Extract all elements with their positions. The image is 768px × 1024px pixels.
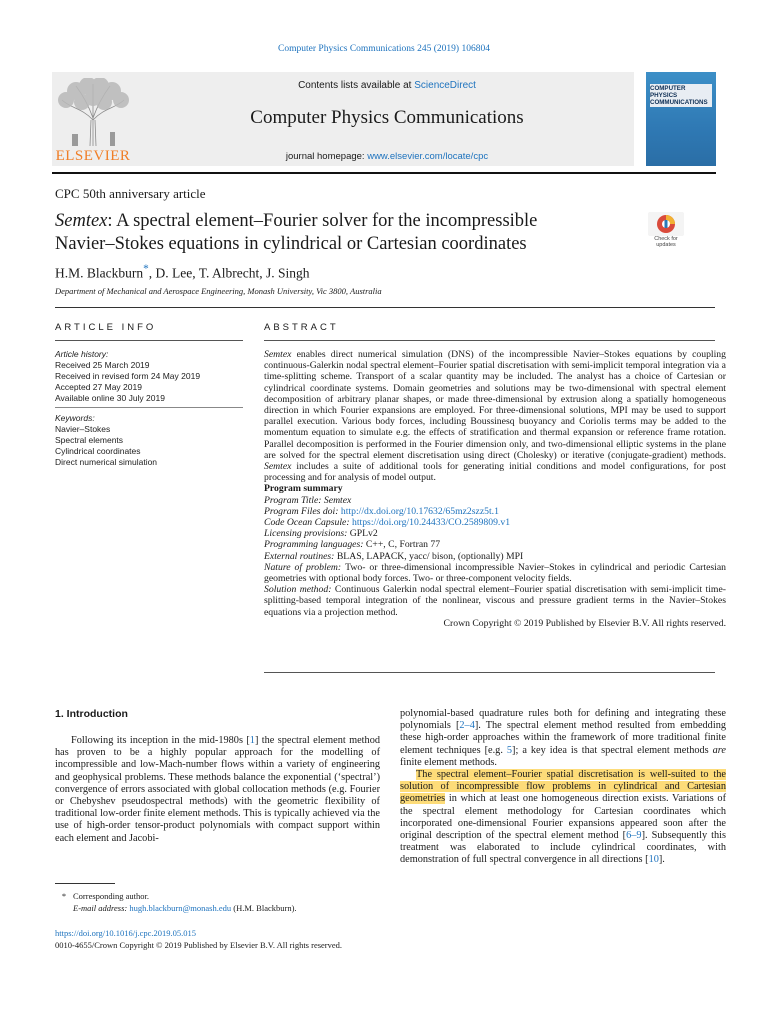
highlighted-text[interactable]: The spectral element–Fourier spatial discretisation is well-suited to the solution of incompressible flow problems in cylindrical and Cartesian geometries (400, 769, 726, 805)
summary-languages: Programming languages: C++, C, Fortran 77 (264, 539, 441, 551)
intro-left-column (55, 735, 380, 845)
keyword-item: Spectral elements (55, 435, 124, 445)
summary-external-routines: External routines: BLAS, LAPACK, yacc/ bison, (optionally) MPI (264, 550, 524, 562)
intro-paragraph: polynomial-based quadrature rules both for defining and integrating these polynomials [2–4]. The spectral element method resulted from embedding these high-order approaches within the framework of more traditional finite element techniques [e.g. 5]; a key idea is that spectral element methods are finite element methods. (400, 708, 726, 768)
introduction-heading: 1. Introduction (55, 708, 128, 720)
other-authors: , D. Lee, T. Albrecht, J. Singh (148, 265, 310, 281)
keywords-label: Keywords: (55, 413, 95, 423)
abstract-paragraph: Semtex enables direct numerical simulation (DNS) of the incompressible Navier–Stokes equations by coupling continuous-Galerkin nodal spectral element–Fourier spatial discretisation with semi-implicit temporal integration via a time-splitting scheme. Transport of a scalar quantity may be included. The analyst has a choice of Cartesian or cylindrical coordinate systems. Domain geometries and solutions may be two-dimensional with spectral element decomposition of arbitrary planar shapes, or made three-dimensional by extrusion along a spatially homogeneous direction in which Fourier expansions are employed. For three-dimensional solutions, MPI may be used to support parallel execution. Various body forces, including Boussinesq buoyancy and Coriolis terms may be added to the momentum equation to simulate e.g. the effects of stratification and thermal expansion or reference frame rotation. Parallel decomposition is performed in the Fourier dimension only, and two-dimensional elliptic systems in the plane are solved for the spectral element discretisation using direct (Cholesky) or iterative (conjugate-gradient) methods. Semtex includes a suite of additional tools for generating initial conditions and model configurations, for post processing and for analysis of model output. (264, 349, 726, 484)
elsevier-tree-icon (52, 78, 134, 148)
affiliation: Department of Mechanical and Aerospace Engineering, Monash University, Vic 3800, Australia (55, 286, 382, 296)
history-item: Accepted 27 May 2019 (55, 382, 142, 392)
homepage-link[interactable]: www.elsevier.com/locate/cpc (367, 151, 489, 162)
article-history (55, 349, 245, 404)
citation-link[interactable]: 5 (506, 744, 513, 756)
contents-line (140, 80, 634, 91)
email-link[interactable]: hugh.blackburn@monash.edu (129, 903, 232, 913)
abstract-body (264, 349, 726, 629)
intro-right-column (400, 708, 726, 867)
sciencedirect-link[interactable]: ScienceDirect (414, 80, 476, 91)
article-info-heading: ARTICLE INFO (55, 322, 157, 333)
citation-link[interactable]: 10 (648, 854, 659, 866)
footnote-corresponding: * Corresponding author. (55, 890, 385, 902)
crossmark-label: Check for updates (654, 236, 678, 248)
elsevier-wordmark: ELSEVIER (55, 148, 131, 164)
cover-title: COMPUTER PHYSICS COMMUNICATIONS (650, 84, 712, 107)
journal-name: Computer Physics Communications (250, 107, 524, 128)
keywords (55, 413, 245, 468)
keyword-item: Direct numerical simulation (55, 457, 158, 467)
footnote-rule (55, 883, 115, 884)
abstract-heading: ABSTRACT (264, 322, 339, 333)
summary-solution-method: Solution method: Continuous Galerkin nodal spectral element–Fourier spatial discretisation with semi-implicit time-splitting-based temporal integration of the nonlinear, viscous and pressure gradient terms in the Navier–Stokes equations via a projection method. (264, 584, 726, 618)
journal-citation[interactable]: Computer Physics Communications 245 (2019) 106804 (278, 44, 490, 54)
doi-footer (55, 927, 342, 951)
program-summary-heading: Program summary (264, 483, 343, 495)
paper-title (55, 210, 635, 256)
code-ocean-link[interactable]: https://doi.org/10.24433/CO.2589809.v1 (351, 517, 511, 529)
crossmark-icon (648, 212, 684, 236)
abstract-lead: Semtex (264, 349, 292, 360)
intro-paragraph: The spectral element–Fourier spatial discretisation is well-suited to the solution of incompressible flow problems in cylindrical and Cartesian geometries in which at least one homogeneous direction exists. Variations of the spectral element methodology for Cartesian coordinates which incorporated one-dimensional Fourier expansions appeared soon after the original description of the spectral element method [6–9]. Subsequently this treatment was elaborated to include cylindrical coordinates, with demonstration of full spectral convergence in all directions [10]. (400, 769, 726, 866)
title-line1: : A spectral element–Fourier solver for the incompressible (107, 211, 538, 231)
summary-licensing: Licensing provisions: GPLv2 (264, 528, 378, 540)
footnote (55, 890, 385, 914)
abstract-copyright: Crown Copyright © 2019 Published by Elsevier B.V. All rights reserved. (443, 617, 726, 629)
homepage-line (140, 151, 634, 162)
citation-link[interactable]: 1 (249, 735, 255, 746)
summary-nature-of-problem: Nature of problem: Two- or three-dimensional incompressible Navier–Stokes in cylindrical and periodic Cartesian geometries with optional body forces. Two- or three-component velocity fields. (264, 561, 726, 585)
citation-link[interactable]: 2–4 (459, 720, 475, 732)
keyword-item: Navier–Stokes (55, 424, 111, 434)
abstract-bottom-rule (264, 672, 715, 673)
author-list (55, 263, 309, 282)
doi-link[interactable]: https://doi.org/10.1016/j.cpc.2019.05.015 (55, 928, 197, 938)
homepage-prefix: journal homepage: (285, 151, 368, 162)
abstract-rule (264, 340, 715, 341)
history-label: Article history: (55, 349, 109, 359)
article-type: CPC 50th anniversary article (55, 186, 206, 201)
header-rule (52, 172, 716, 174)
summary-program-title: Program Title: Semtex (264, 494, 352, 506)
history-item: Received 25 March 2019 (55, 360, 150, 370)
program-files-doi-link[interactable]: http://dx.doi.org/10.17632/65mz2szz5t.1 (340, 505, 499, 517)
elsevier-logo (52, 78, 134, 166)
history-item: Available online 30 July 2019 (55, 393, 165, 403)
citation-link[interactable]: 6–9 (626, 830, 642, 842)
summary-code-ocean: Code Ocean Capsule: https://doi.org/10.24433/CO.2589809.v1 (264, 517, 511, 529)
keyword-item: Cylindrical coordinates (55, 446, 141, 456)
keywords-rule (55, 407, 243, 408)
summary-files-doi: Program Files doi: http://dx.doi.org/10.17632/65mz2szz5t.1 (264, 505, 499, 517)
title-software-name: Semtex (55, 211, 108, 231)
journal-cover-image[interactable] (646, 72, 716, 166)
article-info-rule (55, 340, 243, 341)
footnote-email: E-mail address: hugh.blackburn@monash.edu (H.M. Blackburn). (73, 903, 297, 913)
title-line2: Navier–Stokes equations in cylindrical or Cartesian coordinates (55, 234, 527, 254)
contents-prefix: Contents lists available at (298, 80, 415, 91)
issn-line: 0010-4655/Crown Copyright © 2019 Published by Elsevier B.V. All rights reserved. (55, 940, 343, 950)
footnote-marker: * (61, 891, 67, 901)
history-item: Received in revised form 24 May 2019 (55, 371, 201, 381)
section-rule (55, 307, 715, 308)
first-author: H.M. Blackburn (55, 265, 144, 281)
corresponding-author-marker[interactable]: * (143, 263, 149, 275)
crossmark-badge[interactable] (648, 212, 684, 256)
intro-paragraph: Following its inception in the mid-1980s [1] the spectral element method has proven to be a highly popular approach for the modelling of incompressible and low-Mach-number flows within a variety of engineering and geophysical problems. These methods balance the exponential (‘spectral’) convergence of errors associated with global collocation methods (e.g. Fourier or Chebyshev pseudospectral methods) with the geometric flexibility of traditional low-order finite element methods. This is typically achieved via the use of high-order tensor-product polynomials with compact support within each element and Jacobi- (55, 735, 380, 844)
